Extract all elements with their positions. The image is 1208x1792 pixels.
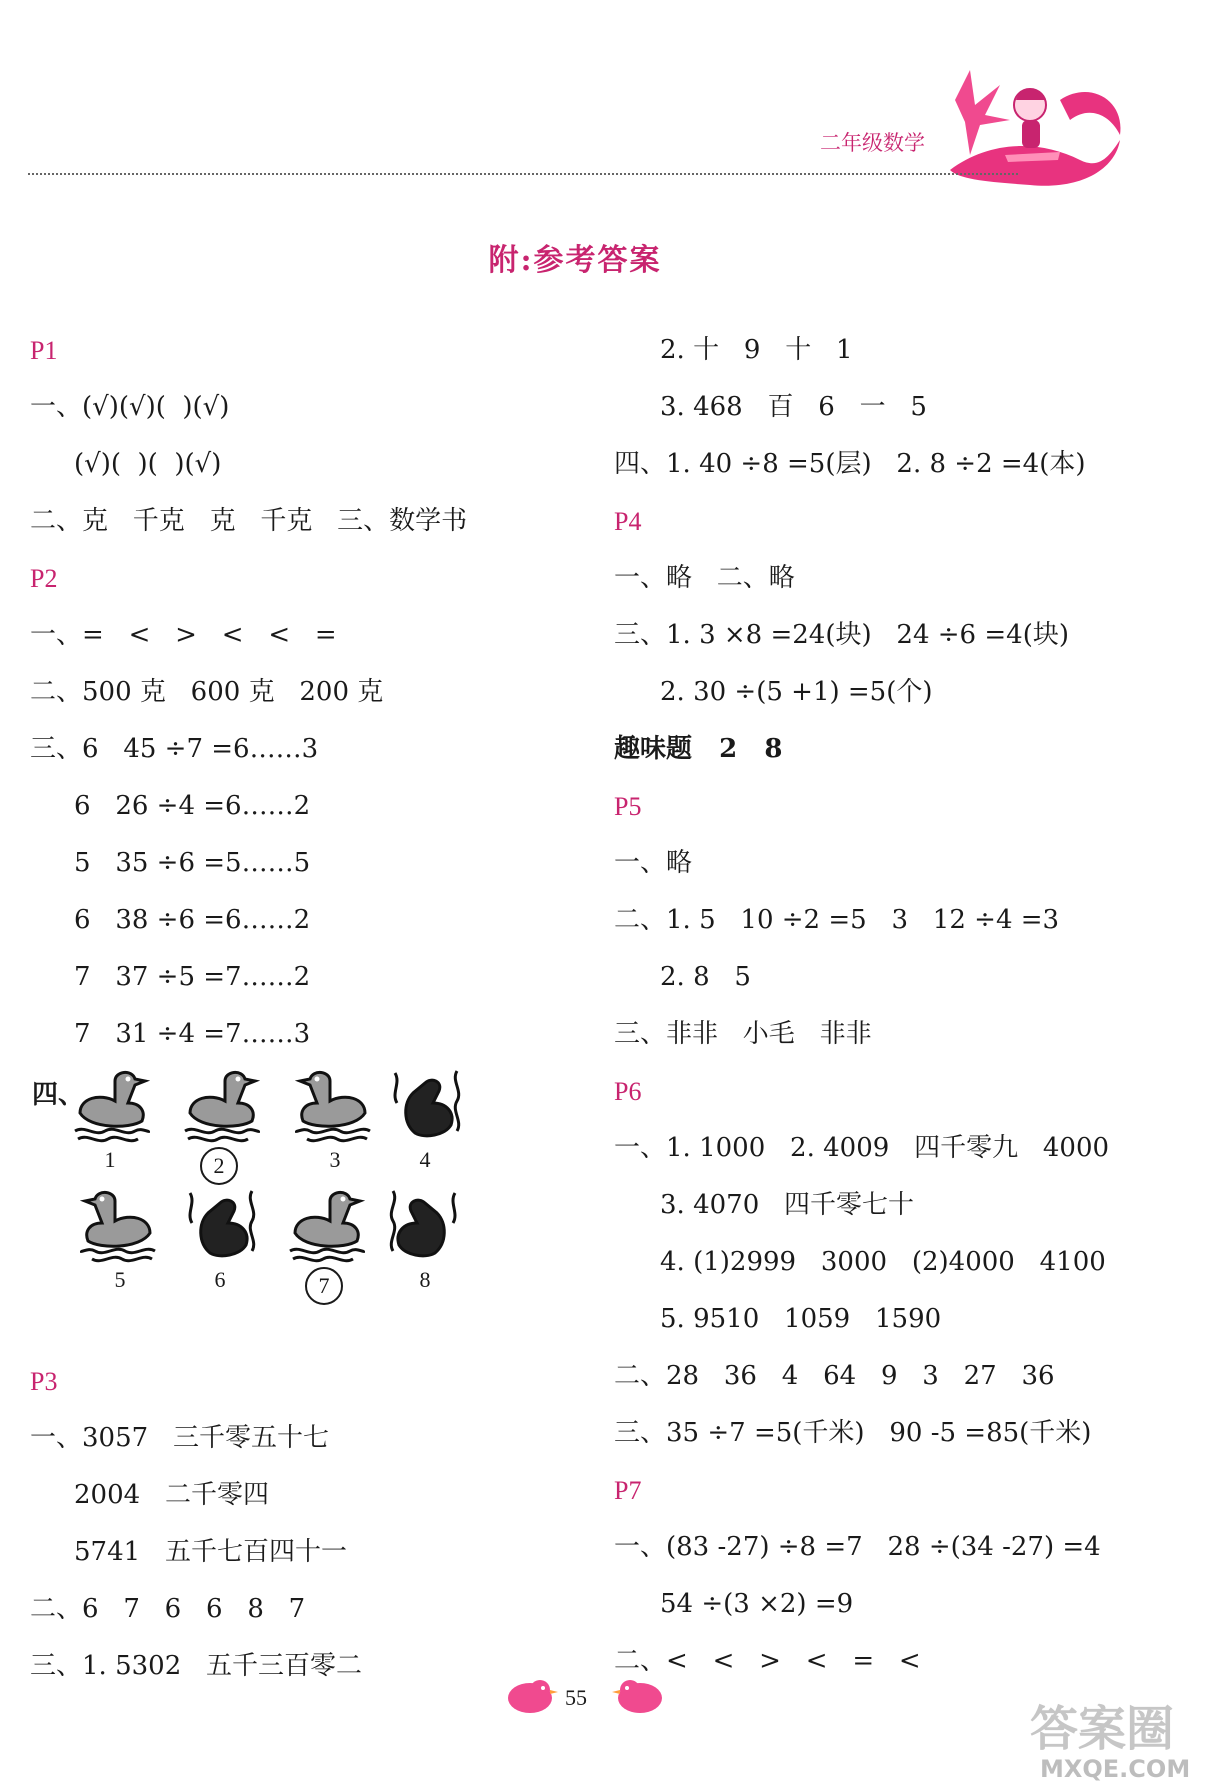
answer-line: (√)( )( )(√) — [74, 449, 222, 479]
answer-line: 5741 五千七百四十一 — [74, 1537, 347, 1567]
answer-line: 一、1. 1000 2. 4009 四千零九 4000 — [614, 1133, 1110, 1163]
left-column — [30, 322, 590, 1695]
page-section-label: P3 — [30, 1367, 58, 1396]
answer-line: 2. 8 5 — [660, 962, 751, 992]
answer-line: 三、1. 3 ×8 =24(块) 24 ÷6 =4(块) — [614, 620, 1069, 650]
left-answers-top — [30, 322, 590, 1063]
answer-line: 一、3057 三千零五十七 — [30, 1423, 329, 1453]
answer-line: 一、(83 -27) ÷8 =7 28 ÷(34 -27) =4 — [614, 1532, 1101, 1562]
answer-line: 3. 468 百 6 一 5 — [660, 392, 927, 422]
duck-number: 8 — [419, 1267, 431, 1292]
answer-line: 一、略 二、略 — [614, 563, 795, 593]
duck-number: 6 — [214, 1267, 226, 1292]
page-section-label: P6 — [614, 1077, 642, 1106]
answer-line: 4. (1)2999 3000 (2)4000 4100 — [660, 1247, 1106, 1277]
duck-icon — [80, 1183, 160, 1263]
left-answers-bottom — [30, 1353, 590, 1695]
duck-number: 1 — [104, 1147, 116, 1172]
answer-line: 三、6 45 ÷7 =6……3 — [30, 734, 319, 764]
duck-number: 3 — [329, 1147, 341, 1172]
answer-line: 5. 9510 1059 1590 — [660, 1304, 942, 1334]
answer-line: 2. 十 9 十 1 — [660, 335, 853, 365]
book-title: 二年级数学 — [820, 131, 925, 155]
duck-icon — [385, 1063, 465, 1143]
answer-line: 一、略 — [614, 848, 693, 878]
answer-line: 二、1. 5 10 ÷2 =5 3 12 ÷4 =3 — [614, 905, 1060, 935]
page-section-label: P7 — [614, 1476, 642, 1505]
answer-line: 2004 二千零四 — [74, 1480, 269, 1510]
answer-line: 二、克 千克 克 千克 三、数学书 — [30, 506, 468, 536]
right-column — [614, 322, 1194, 1690]
header-divider — [28, 173, 1018, 175]
duck-question — [30, 1063, 590, 1353]
answer-line: 趣味题 2 8 — [614, 734, 783, 764]
answer-line: 二、6 7 6 6 8 7 — [30, 1594, 306, 1624]
right-answers — [614, 322, 1194, 1690]
answer-line: 二、500 克 600 克 200 克 — [30, 677, 384, 707]
answer-line: 2. 30 ÷(5 +1) =5(个) — [660, 677, 933, 707]
duck-icon — [180, 1063, 260, 1143]
answer-line: 5 35 ÷6 =5……5 — [74, 848, 311, 878]
answer-line: 三、35 ÷7 =5(千米) 90 -5 =85(千米) — [614, 1418, 1092, 1448]
page-section-label: P4 — [614, 507, 642, 536]
duck-number: 5 — [114, 1267, 126, 1292]
duck-number-circled: 7 — [305, 1267, 343, 1305]
answer-line: 6 26 ÷4 =6……2 — [74, 791, 311, 821]
duck-question-label: 四、 — [32, 1080, 85, 1110]
bird-icon — [500, 1672, 560, 1716]
page-section-label: P2 — [30, 564, 58, 593]
duck-icon — [70, 1063, 150, 1143]
answer-line: 一、(√)(√)( )(√) — [30, 392, 230, 422]
page-title: 附:参考答案 — [488, 243, 662, 278]
page-number: 55 — [565, 1685, 587, 1710]
answer-line: 7 31 ÷4 =7……3 — [74, 1019, 311, 1049]
bird-icon — [610, 1672, 670, 1716]
answer-line: 一、= < > < < = — [30, 620, 337, 650]
answer-line: 6 38 ÷6 =6……2 — [74, 905, 311, 935]
duck-icon — [285, 1183, 365, 1263]
answer-line: 7 37 ÷5 =7……2 — [74, 962, 311, 992]
watermark-logo: 答案圈 — [1030, 1701, 1175, 1757]
answer-line: 二、< < > < = < — [614, 1646, 921, 1676]
answer-line: 54 ÷(3 ×2) =9 — [660, 1589, 854, 1619]
answer-line: 三、非非 小毛 非非 — [614, 1019, 872, 1049]
duck-number: 4 — [419, 1147, 431, 1172]
page-section-label: P1 — [30, 336, 58, 365]
answer-line: 四、1. 40 ÷8 =5(层) 2. 8 ÷2 =4(本) — [614, 449, 1086, 479]
duck-icon — [295, 1063, 375, 1143]
answer-line: 二、28 36 4 64 9 3 27 36 — [614, 1361, 1055, 1391]
page-section-label: P5 — [614, 792, 642, 821]
answer-line: 三、1. 5302 五千三百零二 — [30, 1651, 363, 1681]
duck-number-circled: 2 — [200, 1147, 238, 1185]
watermark-url: MXQE.COM — [1040, 1755, 1191, 1783]
answer-line: 3. 4070 四千零七十 — [660, 1190, 915, 1220]
surfer-girl-icon — [930, 60, 1130, 190]
duck-icon — [385, 1183, 465, 1263]
duck-icon — [180, 1183, 260, 1263]
